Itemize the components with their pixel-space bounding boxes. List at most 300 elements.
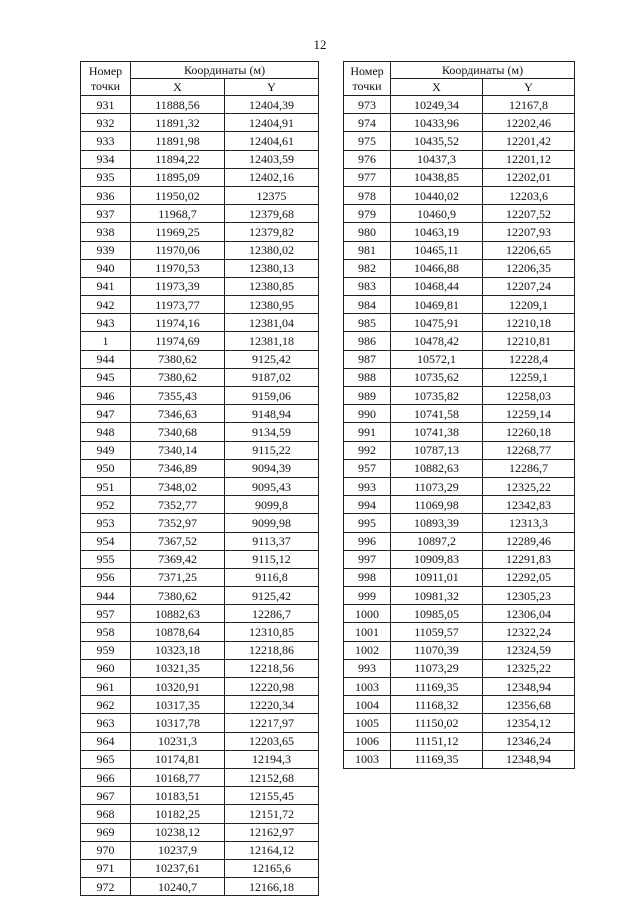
x-coordinate-cell: 10435,52 bbox=[391, 132, 483, 150]
x-coordinate-cell: 11973,39 bbox=[131, 277, 225, 295]
point-number-cell: 993 bbox=[344, 477, 391, 495]
point-number-cell: 932 bbox=[81, 114, 131, 132]
x-coordinate-cell: 11894,22 bbox=[131, 150, 225, 168]
table-row bbox=[344, 223, 575, 241]
table-row bbox=[81, 623, 319, 641]
table-row bbox=[81, 568, 319, 586]
point-number-cell: 975 bbox=[344, 132, 391, 150]
table-row bbox=[81, 405, 319, 423]
point-number-cell: 985 bbox=[344, 314, 391, 332]
point-number-cell: 976 bbox=[344, 150, 391, 168]
coordinates-header: Координаты (м) bbox=[391, 62, 575, 79]
point-number-cell: 945 bbox=[81, 368, 131, 386]
x-coordinate-cell: 10174,81 bbox=[131, 750, 225, 768]
y-coordinate-cell: 12348,94 bbox=[483, 750, 575, 768]
point-number-cell: 1002 bbox=[344, 641, 391, 659]
point-number-cell: 986 bbox=[344, 332, 391, 350]
point-number-cell: 950 bbox=[81, 459, 131, 477]
point-number-cell: 988 bbox=[344, 368, 391, 386]
x-coordinate-cell: 10909,83 bbox=[391, 550, 483, 568]
point-number-cell: 961 bbox=[81, 678, 131, 696]
y-coordinate-cell: 12209,1 bbox=[483, 296, 575, 314]
x-coordinate-cell: 7352,77 bbox=[131, 496, 225, 514]
x-coordinate-cell: 10320,91 bbox=[131, 678, 225, 696]
table-row bbox=[81, 205, 319, 223]
table-row bbox=[344, 568, 575, 586]
table-row bbox=[344, 514, 575, 532]
table-row bbox=[81, 96, 319, 114]
table-row bbox=[81, 768, 319, 786]
x-coordinate-cell: 10317,78 bbox=[131, 714, 225, 732]
point-number-cell: 944 bbox=[81, 587, 131, 605]
point-number-header bbox=[81, 62, 131, 96]
y-coordinate-cell: 12194,3 bbox=[225, 750, 319, 768]
y-coordinate-cell: 12220,34 bbox=[225, 696, 319, 714]
point-number-cell: 964 bbox=[81, 732, 131, 750]
table-row bbox=[81, 532, 319, 550]
x-coordinate-cell: 10168,77 bbox=[131, 768, 225, 786]
table-row bbox=[344, 605, 575, 623]
table-row bbox=[344, 350, 575, 368]
x-coordinate-cell: 10882,63 bbox=[391, 459, 483, 477]
x-coordinate-cell: 11073,29 bbox=[391, 477, 483, 495]
point-number-cell: 970 bbox=[81, 841, 131, 859]
table-row bbox=[81, 241, 319, 259]
table-row bbox=[344, 659, 575, 677]
table-row bbox=[344, 259, 575, 277]
x-coordinate-cell: 11969,25 bbox=[131, 223, 225, 241]
point-number-cell: 942 bbox=[81, 296, 131, 314]
point-number-cell: 1003 bbox=[344, 750, 391, 768]
y-coordinate-cell: 12202,01 bbox=[483, 168, 575, 186]
y-coordinate-cell: 12268,77 bbox=[483, 441, 575, 459]
table-row bbox=[81, 659, 319, 677]
x-coordinate-cell: 11970,06 bbox=[131, 241, 225, 259]
table-row bbox=[344, 277, 575, 295]
x-coordinate-cell: 7369,42 bbox=[131, 550, 225, 568]
x-coordinate-cell: 10433,96 bbox=[391, 114, 483, 132]
table-row bbox=[81, 459, 319, 477]
y-coordinate-cell: 9094,39 bbox=[225, 459, 319, 477]
table-body-left bbox=[81, 96, 319, 896]
table-row bbox=[81, 878, 319, 896]
x-coordinate-cell: 7380,62 bbox=[131, 368, 225, 386]
point-number-cell: 940 bbox=[81, 259, 131, 277]
table-row bbox=[81, 132, 319, 150]
point-number-cell: 954 bbox=[81, 532, 131, 550]
y-coordinate-cell: 12381,04 bbox=[225, 314, 319, 332]
x-coordinate-cell: 11891,98 bbox=[131, 132, 225, 150]
y-coordinate-cell: 12207,93 bbox=[483, 223, 575, 241]
x-coordinate-cell: 7380,62 bbox=[131, 350, 225, 368]
y-coordinate-cell: 9113,37 bbox=[225, 532, 319, 550]
table-row bbox=[344, 296, 575, 314]
table-row bbox=[344, 186, 575, 204]
point-number-header bbox=[344, 62, 391, 96]
x-coordinate-cell: 10741,58 bbox=[391, 405, 483, 423]
x-coordinate-cell: 11169,35 bbox=[391, 678, 483, 696]
table-row bbox=[344, 205, 575, 223]
y-coordinate-cell: 12380,95 bbox=[225, 296, 319, 314]
x-coordinate-cell: 10466,88 bbox=[391, 259, 483, 277]
x-coordinate-cell: 7355,43 bbox=[131, 387, 225, 405]
table-row bbox=[81, 368, 319, 386]
point-number-cell: 1006 bbox=[344, 732, 391, 750]
table-row bbox=[81, 859, 319, 877]
point-number-cell: 937 bbox=[81, 205, 131, 223]
y-coordinate-cell: 12203,65 bbox=[225, 732, 319, 750]
y-coordinate-cell: 12259,14 bbox=[483, 405, 575, 423]
point-number-cell: 966 bbox=[81, 768, 131, 786]
point-header-line1: Номер bbox=[350, 63, 384, 78]
x-coordinate-cell: 7340,14 bbox=[131, 441, 225, 459]
table-row bbox=[81, 441, 319, 459]
point-number-cell: 951 bbox=[81, 477, 131, 495]
y-coordinate-cell: 12404,61 bbox=[225, 132, 319, 150]
x-coordinate-cell: 10237,9 bbox=[131, 841, 225, 859]
x-coordinate-cell: 11888,56 bbox=[131, 96, 225, 114]
x-header: X bbox=[131, 79, 225, 96]
table-row bbox=[81, 223, 319, 241]
y-coordinate-cell: 12324,59 bbox=[483, 641, 575, 659]
y-coordinate-cell: 12210,81 bbox=[483, 332, 575, 350]
point-number-cell: 1 bbox=[81, 332, 131, 350]
table-row bbox=[81, 841, 319, 859]
y-coordinate-cell: 12207,24 bbox=[483, 277, 575, 295]
point-number-cell: 947 bbox=[81, 405, 131, 423]
y-coordinate-cell: 12155,45 bbox=[225, 787, 319, 805]
x-coordinate-cell: 7346,89 bbox=[131, 459, 225, 477]
point-number-cell: 958 bbox=[81, 623, 131, 641]
point-number-cell: 965 bbox=[81, 750, 131, 768]
y-coordinate-cell: 9115,22 bbox=[225, 441, 319, 459]
table-row bbox=[344, 496, 575, 514]
point-number-cell: 953 bbox=[81, 514, 131, 532]
y-coordinate-cell: 9125,42 bbox=[225, 350, 319, 368]
point-number-cell: 956 bbox=[81, 568, 131, 586]
table-row bbox=[344, 550, 575, 568]
point-number-cell: 969 bbox=[81, 823, 131, 841]
point-number-cell: 959 bbox=[81, 641, 131, 659]
x-coordinate-cell: 10882,63 bbox=[131, 605, 225, 623]
y-coordinate-cell: 12305,23 bbox=[483, 587, 575, 605]
x-coordinate-cell: 7340,68 bbox=[131, 423, 225, 441]
y-coordinate-cell: 12380,13 bbox=[225, 259, 319, 277]
x-coordinate-cell: 10440,02 bbox=[391, 186, 483, 204]
point-number-cell: 992 bbox=[344, 441, 391, 459]
y-coordinate-cell: 12379,68 bbox=[225, 205, 319, 223]
y-coordinate-cell: 12202,46 bbox=[483, 114, 575, 132]
y-coordinate-cell: 12218,86 bbox=[225, 641, 319, 659]
x-coordinate-cell: 10465,11 bbox=[391, 241, 483, 259]
table-row bbox=[81, 587, 319, 605]
coordinates-table-left bbox=[80, 61, 319, 896]
y-coordinate-cell: 12380,02 bbox=[225, 241, 319, 259]
y-coordinate-cell: 12310,85 bbox=[225, 623, 319, 641]
y-coordinate-cell: 12220,98 bbox=[225, 678, 319, 696]
point-number-cell: 933 bbox=[81, 132, 131, 150]
x-coordinate-cell: 10463,19 bbox=[391, 223, 483, 241]
point-number-cell: 998 bbox=[344, 568, 391, 586]
table-row bbox=[344, 241, 575, 259]
table-row bbox=[344, 332, 575, 350]
table-body-right bbox=[344, 96, 575, 769]
y-coordinate-cell: 12259,1 bbox=[483, 368, 575, 386]
y-coordinate-cell: 12348,94 bbox=[483, 678, 575, 696]
y-coordinate-cell: 9115,12 bbox=[225, 550, 319, 568]
table-row bbox=[81, 387, 319, 405]
x-coordinate-cell: 10183,51 bbox=[131, 787, 225, 805]
point-number-cell: 946 bbox=[81, 387, 131, 405]
table-row bbox=[81, 696, 319, 714]
point-header-line1: Номер bbox=[88, 63, 123, 78]
y-coordinate-cell: 12346,24 bbox=[483, 732, 575, 750]
x-coordinate-cell: 11950,02 bbox=[131, 186, 225, 204]
table-row bbox=[344, 459, 575, 477]
y-coordinate-cell: 12217,97 bbox=[225, 714, 319, 732]
table-row bbox=[81, 277, 319, 295]
x-coordinate-cell: 11974,16 bbox=[131, 314, 225, 332]
x-coordinate-cell: 10437,3 bbox=[391, 150, 483, 168]
point-number-cell: 973 bbox=[344, 96, 391, 114]
y-coordinate-cell: 12206,65 bbox=[483, 241, 575, 259]
x-coordinate-cell: 10238,12 bbox=[131, 823, 225, 841]
x-coordinate-cell: 10897,2 bbox=[391, 532, 483, 550]
point-number-cell: 1005 bbox=[344, 714, 391, 732]
x-coordinate-cell: 11970,53 bbox=[131, 259, 225, 277]
y-coordinate-cell: 12381,18 bbox=[225, 332, 319, 350]
x-coordinate-cell: 10468,44 bbox=[391, 277, 483, 295]
table-row bbox=[81, 732, 319, 750]
x-header: X bbox=[391, 79, 483, 96]
table-row bbox=[344, 423, 575, 441]
y-coordinate-cell: 12151,72 bbox=[225, 805, 319, 823]
y-header: Y bbox=[483, 79, 575, 96]
y-coordinate-cell: 12258,03 bbox=[483, 387, 575, 405]
y-coordinate-cell: 12166,18 bbox=[225, 878, 319, 896]
y-coordinate-cell: 12404,39 bbox=[225, 96, 319, 114]
point-number-cell: 983 bbox=[344, 277, 391, 295]
y-coordinate-cell: 12354,12 bbox=[483, 714, 575, 732]
point-number-cell: 993 bbox=[344, 659, 391, 677]
x-coordinate-cell: 10231,3 bbox=[131, 732, 225, 750]
point-number-cell: 948 bbox=[81, 423, 131, 441]
point-number-cell: 971 bbox=[81, 859, 131, 877]
table-row bbox=[81, 787, 319, 805]
x-coordinate-cell: 10317,35 bbox=[131, 696, 225, 714]
x-coordinate-cell: 10735,62 bbox=[391, 368, 483, 386]
point-number-cell: 1004 bbox=[344, 696, 391, 714]
x-coordinate-cell: 11891,32 bbox=[131, 114, 225, 132]
x-coordinate-cell: 10460,9 bbox=[391, 205, 483, 223]
x-coordinate-cell: 7346,63 bbox=[131, 405, 225, 423]
x-coordinate-cell: 11150,02 bbox=[391, 714, 483, 732]
point-number-cell: 981 bbox=[344, 241, 391, 259]
point-number-cell: 978 bbox=[344, 186, 391, 204]
y-coordinate-cell: 12292,05 bbox=[483, 568, 575, 586]
y-coordinate-cell: 12291,83 bbox=[483, 550, 575, 568]
x-coordinate-cell: 10878,64 bbox=[131, 623, 225, 641]
y-coordinate-cell: 12203,6 bbox=[483, 186, 575, 204]
point-number-cell: 936 bbox=[81, 186, 131, 204]
x-coordinate-cell: 7348,02 bbox=[131, 477, 225, 495]
point-number-cell: 1003 bbox=[344, 678, 391, 696]
y-coordinate-cell: 12313,3 bbox=[483, 514, 575, 532]
table-row bbox=[81, 150, 319, 168]
y-coordinate-cell: 12162,97 bbox=[225, 823, 319, 841]
table-row bbox=[344, 405, 575, 423]
table-row bbox=[81, 550, 319, 568]
table-row bbox=[81, 259, 319, 277]
y-coordinate-cell: 12228,4 bbox=[483, 350, 575, 368]
x-coordinate-cell: 7352,97 bbox=[131, 514, 225, 532]
table-row bbox=[344, 441, 575, 459]
point-number-cell: 991 bbox=[344, 423, 391, 441]
x-coordinate-cell: 11059,57 bbox=[391, 623, 483, 641]
x-coordinate-cell: 11968,7 bbox=[131, 205, 225, 223]
table-row bbox=[81, 496, 319, 514]
point-number-cell: 944 bbox=[81, 350, 131, 368]
table-row bbox=[344, 168, 575, 186]
y-coordinate-cell: 12164,12 bbox=[225, 841, 319, 859]
x-coordinate-cell: 11974,69 bbox=[131, 332, 225, 350]
point-number-cell: 990 bbox=[344, 405, 391, 423]
y-coordinate-cell: 12289,46 bbox=[483, 532, 575, 550]
y-coordinate-cell: 12206,35 bbox=[483, 259, 575, 277]
y-coordinate-cell: 9099,98 bbox=[225, 514, 319, 532]
table-row bbox=[344, 314, 575, 332]
table-row bbox=[81, 186, 319, 204]
y-coordinate-cell: 12379,82 bbox=[225, 223, 319, 241]
point-number-cell: 949 bbox=[81, 441, 131, 459]
y-coordinate-cell: 12404,91 bbox=[225, 114, 319, 132]
x-coordinate-cell: 11073,29 bbox=[391, 659, 483, 677]
y-coordinate-cell: 9134,59 bbox=[225, 423, 319, 441]
point-number-cell: 995 bbox=[344, 514, 391, 532]
point-number-cell: 984 bbox=[344, 296, 391, 314]
coordinates-table-right bbox=[343, 61, 575, 769]
point-number-cell: 943 bbox=[81, 314, 131, 332]
x-coordinate-cell: 10182,25 bbox=[131, 805, 225, 823]
table-row bbox=[81, 477, 319, 495]
x-coordinate-cell: 10981,32 bbox=[391, 587, 483, 605]
y-coordinate-cell: 12286,7 bbox=[225, 605, 319, 623]
table-row bbox=[81, 332, 319, 350]
y-coordinate-cell: 12322,24 bbox=[483, 623, 575, 641]
y-coordinate-cell: 12325,22 bbox=[483, 477, 575, 495]
point-number-cell: 979 bbox=[344, 205, 391, 223]
table-row bbox=[344, 714, 575, 732]
point-number-cell: 963 bbox=[81, 714, 131, 732]
x-coordinate-cell: 7371,25 bbox=[131, 568, 225, 586]
table-row bbox=[81, 750, 319, 768]
x-coordinate-cell: 10237,61 bbox=[131, 859, 225, 877]
table-row bbox=[81, 314, 319, 332]
y-coordinate-cell: 9116,8 bbox=[225, 568, 319, 586]
y-coordinate-cell: 9099,8 bbox=[225, 496, 319, 514]
point-number-cell: 982 bbox=[344, 259, 391, 277]
y-coordinate-cell: 9159,06 bbox=[225, 387, 319, 405]
point-number-cell: 962 bbox=[81, 696, 131, 714]
y-coordinate-cell: 9095,43 bbox=[225, 477, 319, 495]
y-coordinate-cell: 12201,12 bbox=[483, 150, 575, 168]
table-row bbox=[344, 678, 575, 696]
table-row bbox=[344, 477, 575, 495]
x-coordinate-cell: 11070,39 bbox=[391, 641, 483, 659]
y-coordinate-cell: 9125,42 bbox=[225, 587, 319, 605]
x-coordinate-cell: 10438,85 bbox=[391, 168, 483, 186]
point-number-cell: 941 bbox=[81, 277, 131, 295]
table-row bbox=[81, 350, 319, 368]
x-coordinate-cell: 10787,13 bbox=[391, 441, 483, 459]
table-row bbox=[344, 150, 575, 168]
x-coordinate-cell: 10741,38 bbox=[391, 423, 483, 441]
y-coordinate-cell: 12286,7 bbox=[483, 459, 575, 477]
y-coordinate-cell: 12167,8 bbox=[483, 96, 575, 114]
table-row bbox=[81, 296, 319, 314]
y-header: Y bbox=[225, 79, 319, 96]
point-number-cell: 980 bbox=[344, 223, 391, 241]
x-coordinate-cell: 10478,42 bbox=[391, 332, 483, 350]
x-coordinate-cell: 11169,35 bbox=[391, 750, 483, 768]
x-coordinate-cell: 10240,7 bbox=[131, 878, 225, 896]
table-row bbox=[344, 132, 575, 150]
table-row bbox=[344, 732, 575, 750]
x-coordinate-cell: 11168,32 bbox=[391, 696, 483, 714]
table-row bbox=[344, 114, 575, 132]
table-row bbox=[81, 805, 319, 823]
y-coordinate-cell: 12325,22 bbox=[483, 659, 575, 677]
table-row bbox=[344, 750, 575, 768]
point-number-cell: 974 bbox=[344, 114, 391, 132]
y-coordinate-cell: 12402,16 bbox=[225, 168, 319, 186]
y-coordinate-cell: 12207,52 bbox=[483, 205, 575, 223]
x-coordinate-cell: 10249,34 bbox=[391, 96, 483, 114]
table-row bbox=[81, 678, 319, 696]
point-number-cell: 931 bbox=[81, 96, 131, 114]
y-coordinate-cell: 12403,59 bbox=[225, 150, 319, 168]
x-coordinate-cell: 7380,62 bbox=[131, 587, 225, 605]
table-row bbox=[81, 168, 319, 186]
point-number-cell: 957 bbox=[344, 459, 391, 477]
y-coordinate-cell: 9148,94 bbox=[225, 405, 319, 423]
point-number-cell: 1000 bbox=[344, 605, 391, 623]
point-number-cell: 938 bbox=[81, 223, 131, 241]
y-coordinate-cell: 12260,18 bbox=[483, 423, 575, 441]
point-number-cell: 997 bbox=[344, 550, 391, 568]
table-row bbox=[344, 587, 575, 605]
point-number-cell: 996 bbox=[344, 532, 391, 550]
point-number-cell: 934 bbox=[81, 150, 131, 168]
point-number-cell: 955 bbox=[81, 550, 131, 568]
point-number-cell: 999 bbox=[344, 587, 391, 605]
x-coordinate-cell: 10985,05 bbox=[391, 605, 483, 623]
table-row bbox=[344, 368, 575, 386]
y-coordinate-cell: 12210,18 bbox=[483, 314, 575, 332]
x-coordinate-cell: 11973,77 bbox=[131, 296, 225, 314]
table-row bbox=[81, 714, 319, 732]
table-row bbox=[81, 605, 319, 623]
point-header-line2: точки bbox=[90, 78, 121, 93]
x-coordinate-cell: 10321,35 bbox=[131, 659, 225, 677]
point-number-cell: 967 bbox=[81, 787, 131, 805]
point-number-cell: 960 bbox=[81, 659, 131, 677]
point-number-cell: 977 bbox=[344, 168, 391, 186]
y-coordinate-cell: 12152,68 bbox=[225, 768, 319, 786]
x-coordinate-cell: 10911,01 bbox=[391, 568, 483, 586]
point-number-cell: 939 bbox=[81, 241, 131, 259]
table-row bbox=[81, 514, 319, 532]
